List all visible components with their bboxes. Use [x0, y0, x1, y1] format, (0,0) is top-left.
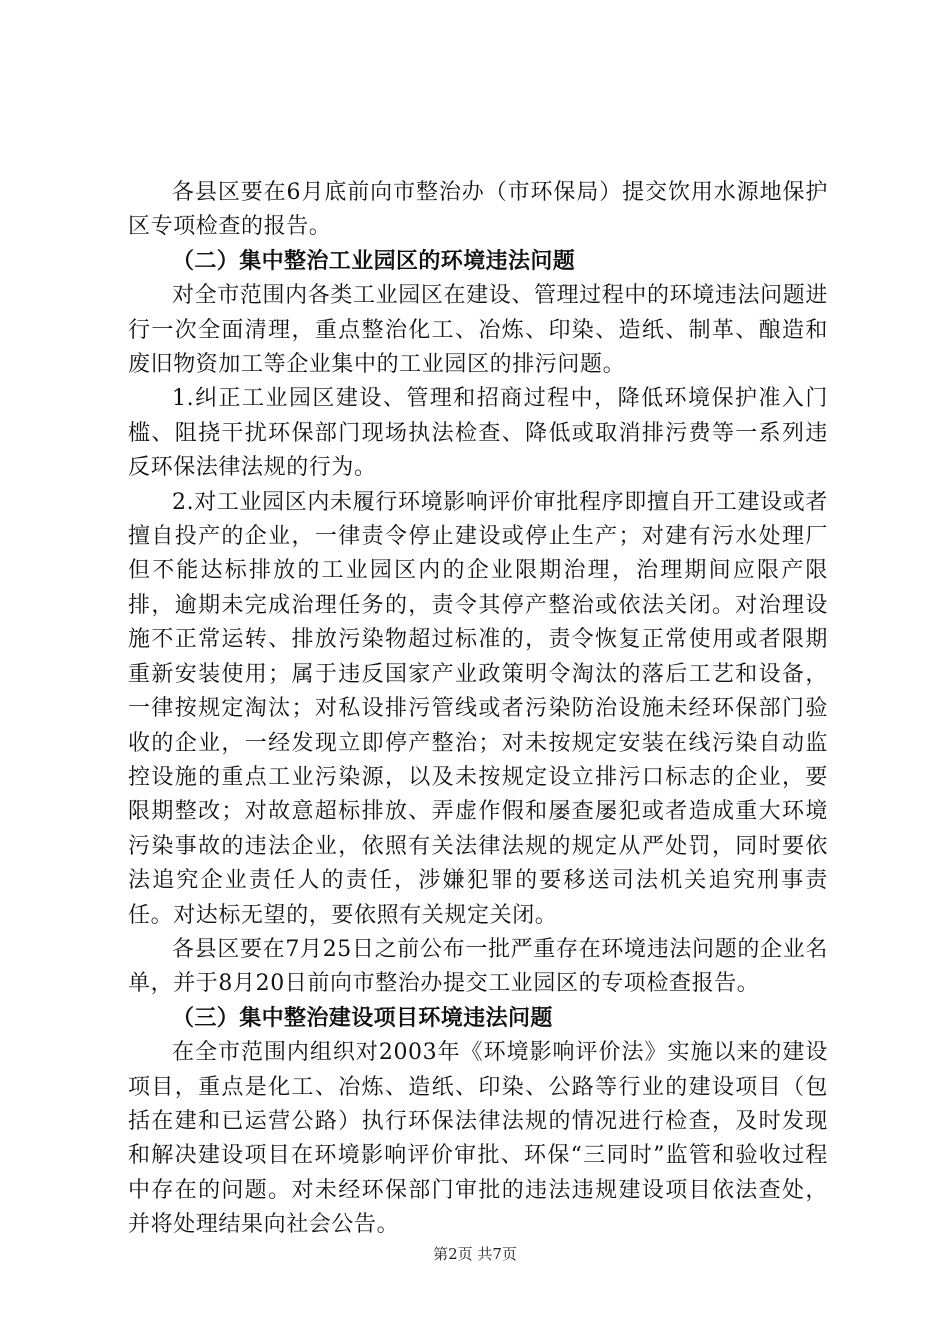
paragraph: 对全市范围内各类工业园区在建设、管理过程中的环境违法问题进行一次全面清理，重点整治化工、冶炼、印染、造纸、制革、酿造和废旧物资加工等企业集中的工业园区的排污问题。 [128, 283, 828, 378]
page-number-footer: 第2页 共7页 [433, 1245, 517, 1263]
section-heading: （二）集中整治工业园区的环境违法问题 [172, 248, 576, 274]
section-heading: （三）集中整治建设项目环境违法问题 [172, 1005, 553, 1031]
paragraph: 各县区要在7月25日之前公布一批严重存在环境违法问题的企业名单，并于8月20日前向市整治办提交工业园区的专项检查报告。 [128, 936, 828, 997]
paragraph: 各县区要在6月底前向市整治办（市环保局）提交饮用水源地保护区专项检查的报告。 [128, 180, 828, 240]
document-body [128, 176, 828, 1243]
paragraph: 1.纠正工业园区建设、管理和招商过程中，降低环境保护准入门槛、阻挠干扰环保部门现场执法检查、降低或取消排污费等一系列违反环保法律法规的行为。 [128, 386, 828, 481]
paragraph: 2.对工业园区内未履行环境影响评价审批程序即擅自开工建设或者擅自投产的企业，一律责令停止建设或停止生产；对建有污水处理厂但不能达标排放的工业园区内的企业限期治理，治理期间应限产限排，逾期未完成治理任务的，责令其停产整治或依法关闭。对治理设施不正常运转、排放污染物超过标准的，责令恢复正常使用或者限期重新安装使用；属于违反国家产业政策明令淘汰的落后工艺和设备，一律按规定淘汰；对私设排污管线或者污染防治设施未经环保部门验收的企业，一经发现立即停产整治；对未按规定安装在线污染自动监控设施的重点工业污染源，以及未按规定设立排污口标志的企业，要限期整改；对故意超标排放、弄虚作假和屡查屡犯或者造成重大环境污染事故的违法企业，依照有关法律法规的规定从严处罚，同时要依法追究企业责任人的责任，涉嫌犯罪的要移送司法机关追究刑事责任。对达标无望的，要依照有关规定关闭。 [128, 489, 828, 928]
paragraph: 在全市范围内组织对2003年《环境影响评价法》实施以来的建设项目，重点是化工、冶炼、造纸、印染、公路等行业的建设项目（包括在建和已运营公路）执行环保法律法规的情况进行检查，及时发现和解决建设项目在环境影响评价审批、环保“三同时”监管和验收过程中存在的问题。对未经环保部门审批的违法违规建设项目依法查处，并将处理结果向社会公告。 [128, 1040, 828, 1238]
